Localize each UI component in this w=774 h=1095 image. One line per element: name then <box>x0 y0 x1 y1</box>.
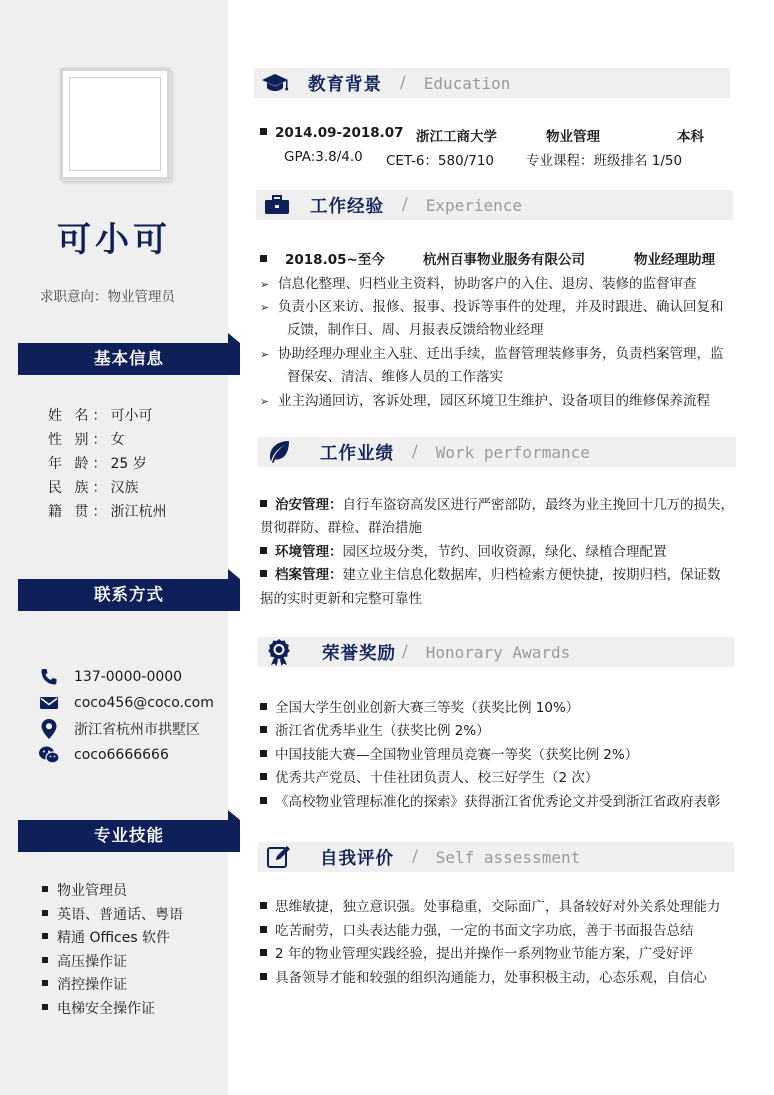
education-gpa: GPA:3.8/4.0 <box>284 149 363 165</box>
education-degree: 本科 <box>677 129 704 145</box>
basic-info-row: 姓 名：可小可 <box>48 408 153 424</box>
section-subtitle: Work performance <box>435 442 590 462</box>
award-item: 全国大学生创业创新大赛三等奖（获奖比例 10%） <box>260 696 579 716</box>
experience-duty: ➢ 信息化整理、归档业主资料，协助客户的入住、退房、装修的监督审查 <box>260 276 697 292</box>
awards-heading: 荣誉奖励 / Honorary Awards <box>258 637 734 667</box>
award-item: 优秀共产党员、十佳社团负责人、校三好学生（2 次） <box>260 766 598 786</box>
experience-duty: ➢ 业主沟通回访，客诉处理，园区环境卫生维护、设备项目的维修保养流程 <box>260 393 710 409</box>
education-row: 2014.09-2018.07 <box>260 125 404 141</box>
experience-heading: 工作经验 / Experience <box>256 190 733 220</box>
experience-duty: ➢ 协助经理办理业主入驻、迁出手续，监督管理装修事务，负责档案管理，监 <box>260 346 724 362</box>
experience-duty: ➢ 负责小区来访、报修、报事、投诉等事件的处理，并及时跟进、确认回复和 <box>260 299 724 315</box>
skill-item: 消控操作证 <box>42 974 183 998</box>
award-item: 《高校物业管理标准化的探索》获得浙江省优秀论文并受到浙江省政府表彰 <box>260 790 721 810</box>
award-medal-icon <box>262 637 296 667</box>
edit-pencil-icon <box>262 842 296 872</box>
section-subtitle: Honorary Awards <box>425 642 571 662</box>
phone-icon <box>38 666 60 688</box>
section-title: 教育背景 <box>308 74 382 95</box>
basic-info-heading: 基本信息 <box>18 343 240 375</box>
education-course: 专业课程：班级排名 1/50 <box>526 153 683 169</box>
wechat-icon <box>38 744 60 766</box>
graduation-cap-icon <box>258 68 292 98</box>
experience-company: 杭州百事物业服务有限公司 <box>423 252 585 268</box>
section-title: 荣誉奖励 <box>322 643 396 664</box>
experience-position: 物业经理助理 <box>634 252 715 268</box>
section-title: 自我评价 <box>320 848 394 869</box>
education-major: 物业管理 <box>546 129 600 145</box>
performance-item: 环境管理：园区垃圾分类，节约、回收资源，绿化、绿植合理配置 <box>260 540 667 560</box>
skills-heading: 专业技能 <box>18 820 240 852</box>
performance-item-cont: 贯彻群防、群检、群治措施 <box>260 520 422 536</box>
education-school: 浙江工商大学 <box>416 129 497 145</box>
section-title: 工作经验 <box>310 196 384 217</box>
basic-info-row: 籍 贯：浙江杭州 <box>48 504 167 520</box>
contact-address: 浙江省杭州市拱墅区 <box>38 716 214 742</box>
mail-icon <box>38 692 60 714</box>
education-cet: CET-6：580/710 <box>386 153 495 169</box>
profile-photo <box>60 68 170 180</box>
education-heading: 教育背景 / Education <box>254 68 730 98</box>
contact-phone: 137-0000-0000 <box>38 664 214 690</box>
self-item: 吃苦耐劳，口头表达能力强，一定的书面文字功底，善于书面报告总结 <box>260 919 694 939</box>
self-item: 2 年的物业管理实践经验，提出并操作一系列物业节能方案，广受好评 <box>260 942 693 962</box>
experience-duty-cont: 反馈，制作日、周、月报表反馈给物业经理 <box>287 322 544 338</box>
basic-info-row: 年 龄：25 岁 <box>48 456 147 472</box>
skill-item: 高压操作证 <box>42 951 183 975</box>
award-item: 中国技能大赛—全国物业管理员竞赛一等奖（获奖比例 2%） <box>260 743 638 763</box>
basic-info-row: 性 别：女 <box>48 432 125 448</box>
performance-item-cont: 据的实时更新和完整可靠性 <box>260 591 422 607</box>
skill-item: 精通 Offices 软件 <box>42 927 183 951</box>
award-item: 浙江省优秀毕业生（获奖比例 2%） <box>260 719 490 739</box>
contact-wechat: coco6666666 <box>38 742 214 768</box>
skill-item: 物业管理员 <box>42 880 183 904</box>
job-intent: 求职意向：物业管理员 <box>40 289 175 305</box>
basic-info-list <box>48 404 166 524</box>
candidate-name: 可小可 <box>57 220 171 260</box>
self-item: 思维敏捷，独立意识强。处事稳重，交际面广，具备较好对外关系处理能力 <box>260 895 721 915</box>
skill-item: 电梯安全操作证 <box>42 998 183 1022</box>
self-item: 具备领导才能和较强的组织沟通能力，处事积极主动，心态乐观，自信心 <box>260 966 707 986</box>
contact-heading: 联系方式 <box>18 579 240 611</box>
briefcase-icon <box>260 190 294 220</box>
experience-duty-cont: 督保安、清洁、维修人员的工作落实 <box>287 369 503 385</box>
location-icon <box>38 718 60 740</box>
performance-heading: 工作业绩 / Work performance <box>258 437 736 467</box>
section-subtitle: Self assessment <box>435 847 581 867</box>
section-subtitle: Experience <box>425 195 523 215</box>
performance-item: 治安管理：自行车盗窃高发区进行严密部防，最终为业主挽回十几万的损失， <box>260 493 734 513</box>
skills-list <box>42 880 183 1021</box>
contact-email: coco456@coco.com <box>38 690 214 716</box>
section-title: 工作业绩 <box>320 443 394 464</box>
contact-list <box>38 664 214 768</box>
performance-item: 档案管理：建立业主信息化数据库，归档检索方便快捷，按期归档，保证数 <box>260 563 721 583</box>
skill-item: 英语、普通话、粤语 <box>42 904 183 928</box>
experience-row: 2018.05~至今 <box>260 248 385 268</box>
leaf-icon <box>262 437 296 467</box>
basic-info-row: 民 族：汉族 <box>48 480 139 496</box>
section-subtitle: Education <box>423 73 511 93</box>
self-assessment-heading: 自我评价 / Self assessment <box>258 842 734 872</box>
